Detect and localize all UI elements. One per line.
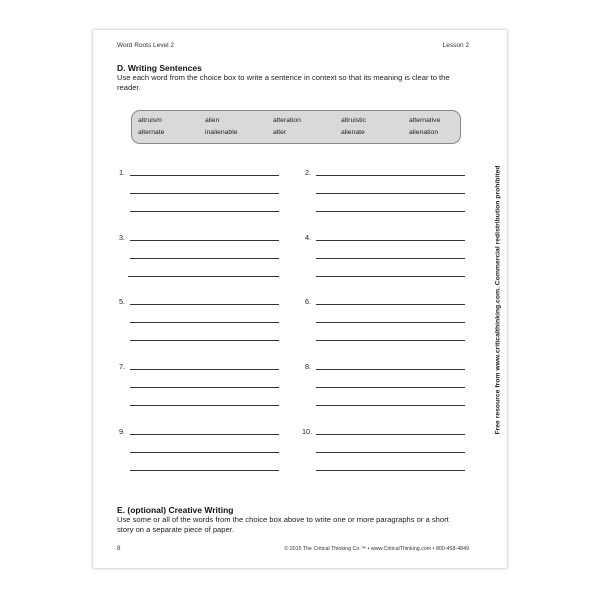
answer-line[interactable] (130, 405, 279, 406)
answer-line[interactable] (316, 452, 465, 453)
choice-word: altruism (138, 117, 162, 124)
section-e-title: E. (optional) Creative Writing (117, 505, 234, 515)
choice-word: alter (273, 129, 287, 136)
section-d-title: D. Writing Sentences (117, 63, 202, 73)
answer-line[interactable] (130, 175, 279, 176)
sentence-item-5 (119, 297, 279, 354)
choice-word: alienate (341, 129, 365, 136)
section-e-instructions: Use some or all of the words from the choice box above to write one or more paragraphs or a short story on a separate piece of paper. (117, 515, 449, 534)
answer-line[interactable] (130, 369, 279, 370)
header-book-title: Word Roots Level 2 (117, 42, 174, 49)
item-number: 1. (119, 168, 126, 177)
answer-line[interactable] (316, 211, 465, 212)
sentence-item-4 (305, 233, 465, 290)
answer-line[interactable] (130, 240, 279, 241)
item-number: 5. (119, 297, 126, 306)
answer-line[interactable] (316, 405, 465, 406)
answer-line[interactable] (130, 211, 279, 212)
answer-line[interactable] (130, 193, 279, 194)
sentence-item-1 (119, 168, 279, 225)
answer-line[interactable] (130, 387, 279, 388)
sentence-item-7 (119, 362, 279, 419)
item-number: 7. (119, 362, 126, 371)
choice-box (131, 110, 461, 144)
item-number: 8. (305, 362, 312, 371)
section-d-instructions: Use each word from the choice box to write a sentence in context so that its meaning is clear to the reader. (117, 73, 450, 92)
answer-line[interactable] (316, 240, 465, 241)
answer-line[interactable] (130, 434, 279, 435)
answer-line[interactable] (130, 340, 279, 341)
item-number: 9. (119, 427, 126, 436)
answer-line[interactable] (130, 304, 279, 305)
sentence-item-6 (305, 297, 465, 354)
answer-line[interactable] (316, 340, 465, 341)
choice-word: alienation (409, 129, 439, 136)
choice-word: altruistic (341, 117, 366, 124)
answer-line[interactable] (130, 322, 279, 323)
worksheet-page (93, 30, 507, 568)
answer-line[interactable] (316, 322, 465, 323)
choice-word: inalienable (205, 129, 238, 136)
choice-word: alternate (138, 129, 165, 136)
answer-line[interactable] (316, 470, 465, 471)
side-watermark-text: Free resource from www.criticalthinking.com. Commercial redistribution prohibited (494, 165, 502, 435)
answer-line[interactable] (316, 304, 465, 305)
answer-line[interactable] (316, 369, 465, 370)
sentence-item-10 (302, 427, 465, 484)
page-number: 8 (117, 545, 121, 552)
sentence-item-2 (305, 168, 465, 225)
sentence-item-8 (305, 362, 465, 419)
item-number: 10. (302, 427, 313, 436)
answer-line[interactable] (128, 276, 279, 277)
item-number: 2. (305, 168, 312, 177)
answer-line[interactable] (316, 276, 465, 277)
choice-word: alternative (409, 117, 441, 124)
answer-line[interactable] (130, 258, 279, 259)
answer-line[interactable] (316, 258, 465, 259)
answer-line[interactable] (316, 387, 465, 388)
answer-line[interactable] (130, 452, 279, 453)
sentence-item-3 (119, 233, 279, 290)
answer-line[interactable] (130, 470, 279, 471)
sentence-item-9 (119, 427, 279, 484)
footer-copyright: © 2015 The Critical Thinking Co.™ • www.CriticalThinking.com • 800-458-4849 (284, 546, 469, 552)
item-number: 4. (305, 233, 312, 242)
answer-line[interactable] (316, 193, 465, 194)
answer-line[interactable] (316, 434, 465, 435)
choice-word: alien (205, 117, 220, 124)
choice-word: alteration (273, 117, 301, 124)
item-number: 3. (119, 233, 126, 242)
answer-line[interactable] (316, 175, 465, 176)
header-lesson: Lesson 2 (442, 42, 469, 49)
item-number: 6. (305, 297, 312, 306)
